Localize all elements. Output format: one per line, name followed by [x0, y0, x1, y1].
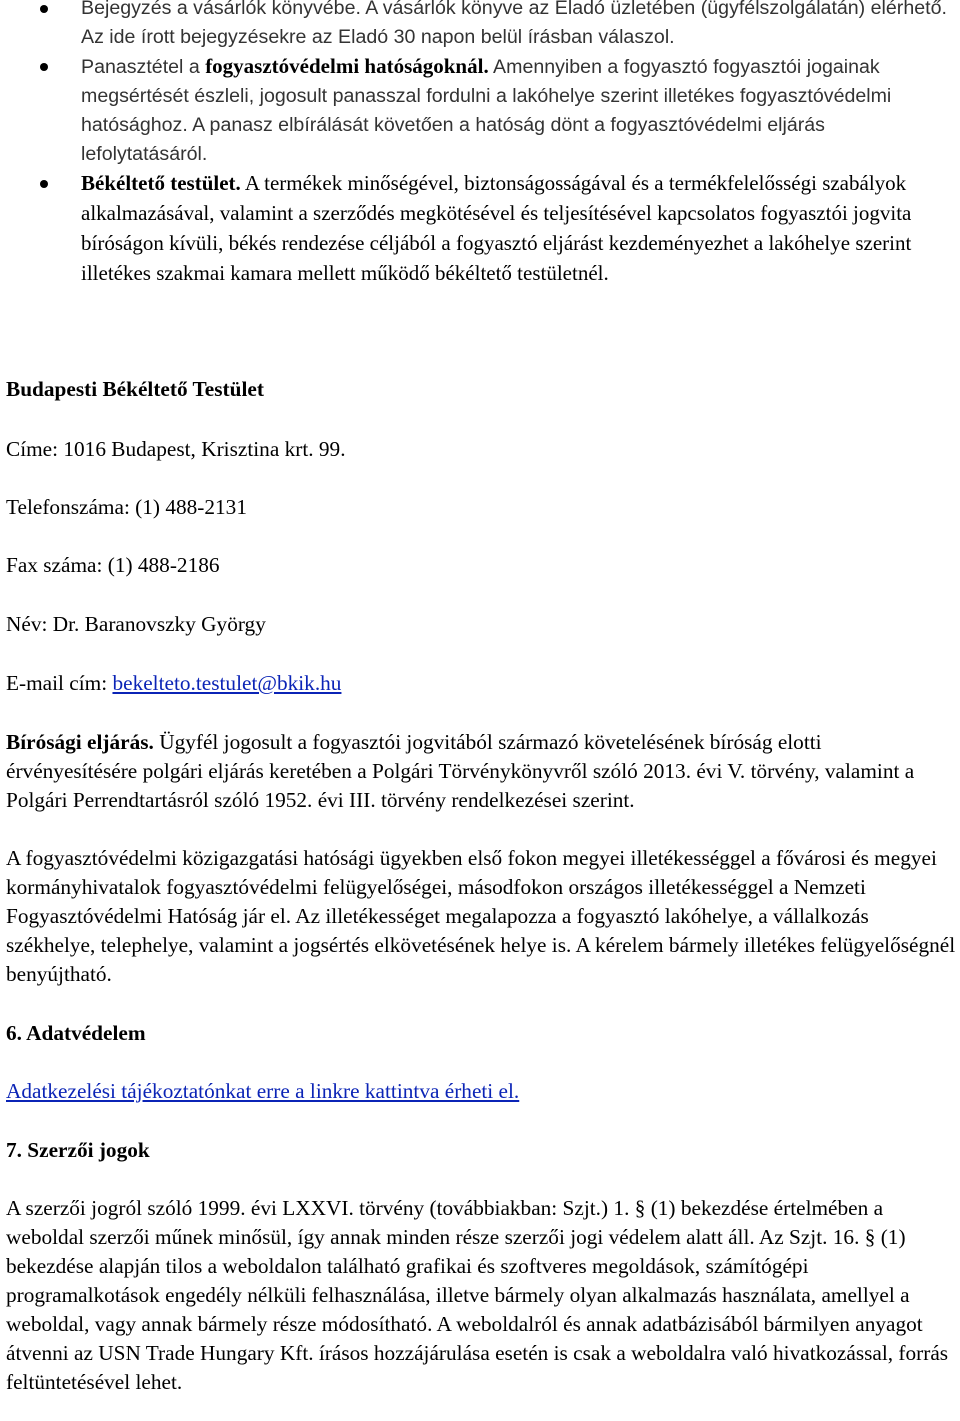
complaint-text: Amennyiben a fogyasztó fogyasztói jogainak megsértését észleli, jogosult panasszal fordulni a lakóhelye szerint illetékes fogyasztóvédelmi hatósághoz. A panasz elbírálását követően a hatóság dönt a fogyasztóvédelmi eljárás lefolytatásáról.: [81, 56, 892, 165]
board-contact-name: Név: Dr. Baranovszky György: [6, 612, 266, 636]
privacy-link-row: [6, 1077, 519, 1106]
board-email-row: [6, 669, 341, 698]
guestbook-text: Bejegyzés a vásárlók könyvébe. A vásárlók könyve az Eladó üzletében (ügyfélszolgálatán) elérhető. Az ide írott bejegyzésekre az Eladó 30 napon belül írásban válaszol.: [81, 0, 947, 48]
section6-heading: 6. Adatvédelem: [6, 1021, 146, 1045]
complaint-lead: Panasztétel a: [81, 56, 206, 78]
conciliation-text: A termékek minőségével, biztonságosságával és a termékfelelősségi szabályok alkalmazásával, valamint a szerződés megkötésével és teljesítésével kapcsolatos fogyasztói jogvita bíróságon kívüli, békés rendezése céljából a fogyasztó eljárást kezdeményezhet a lakóhelye szerint illetékes szakmai kamara mellett működő békéltető testületnél.: [81, 171, 912, 285]
privacy-policy-link[interactable]: Adatkezelési tájékoztatónkat erre a linkre kattintva érheti el.: [6, 1079, 520, 1103]
board-address: Címe: 1016 Budapest, Krisztina krt. 99.: [6, 437, 346, 461]
list-item: [0, 169, 960, 289]
bullet-icon: [40, 180, 48, 188]
court-bold: Bírósági eljárás.: [6, 730, 154, 754]
list-item: [0, 0, 960, 52]
bullet-icon: [40, 5, 48, 13]
email-link[interactable]: bekelteto.testulet@bkik.hu: [112, 671, 342, 695]
section7-heading: 7. Szerzői jogok: [6, 1138, 150, 1162]
bullet-icon: [40, 63, 48, 71]
email-label: E-mail cím:: [6, 671, 113, 695]
complaint-bold: fogyasztóvédelmi hatóságoknál.: [205, 54, 489, 78]
authority-paragraph: A fogyasztóvédelmi közigazgatási hatósági ügyekben első fokon megyei illetékességgel a fővárosi és megyei kormányhivatalok fogyasztóvédelmi felügyelőségei, másodfokon országos illetékességgel a Nemzeti Fogyasztóvédelmi Hatóság jár el. Az illetékességet megalapozza a fogyasztó lakóhelye, a vállalkozás székhelye, telephelye, valamint a jogsértés elkövetésének helye is. A kérelem bármely illetékes felügyelőségnél benyújtható.: [6, 846, 956, 986]
conciliation-bold: Békéltető testület.: [81, 171, 241, 195]
board-fax: Fax száma: (1) 488-2186: [6, 553, 220, 577]
list-item: [0, 52, 960, 169]
remedies-bullet-list: [0, 0, 960, 289]
board-heading: Budapesti Békéltető Testület: [6, 377, 264, 401]
copyright-paragraph: A szerzői jogról szóló 1999. évi LXXVI. törvény (továbbiakban: Szjt.) 1. § (1) bekezdése értelmében a weboldal szerzői műnek minősül, így annak minden része szerzői jogi védelem alatt áll. Az Szjt. 16. § (1) bekezdése alapján tilos a weboldalon található grafikai és szoftveres megoldások, számítógépi programalkotások engedély nélküli felhasználása, illetve bármely olyan alkalmazás használata, amellyel a weboldal, vagy annak bármely része módosítható. A weboldalról és annak adatbázisából bármilyen anyagot átvenni az USN Trade Hungary Kft. írásos hozzájárulása esetén is csak a weboldalra való hivatkozással, forrás feltüntetésével lehet.: [6, 1196, 949, 1394]
board-phone: Telefonszáma: (1) 488-2131: [6, 495, 247, 519]
court-text: Ügyfél jogosult a fogyasztói jogvitából származó követelésének bíróság elotti érvényesítésére polgári eljárás keretében a Polgári Törvénykönyvről szóló 2013. évi V. törvény, valamint a Polgári Perrendtartásról szóló 1952. évi III. törvény rendelkezései szerint.: [6, 730, 915, 812]
court-paragraph: [6, 728, 956, 815]
